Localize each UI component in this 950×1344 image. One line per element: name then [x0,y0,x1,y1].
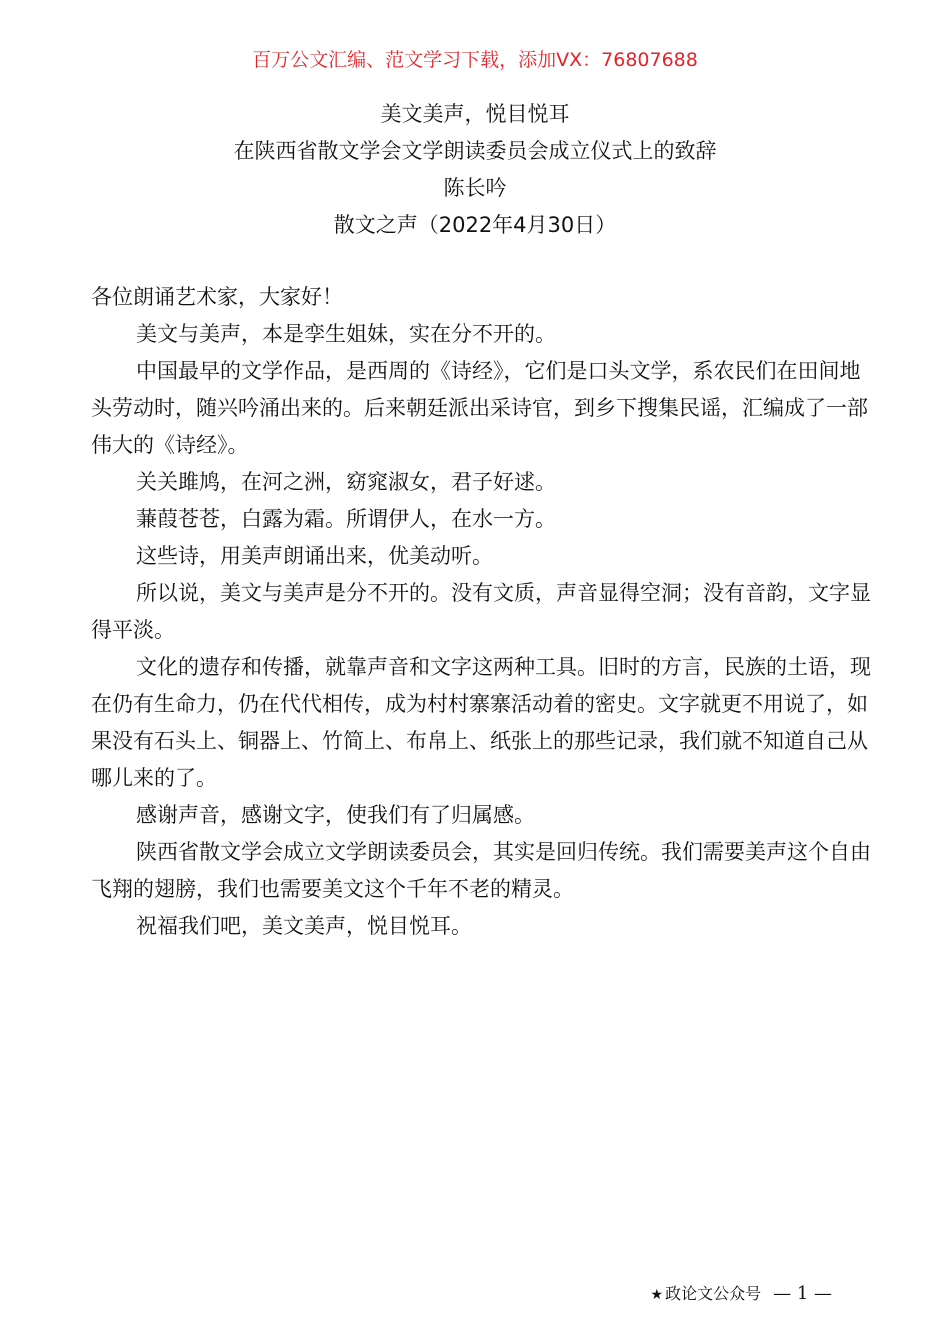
closing-paragraph: 祝福我们吧，美文美声，悦目悦耳。 [136,914,472,938]
document-title: 美文美声，悦目悦耳 [380,102,570,126]
page-footer [651,1282,832,1307]
footer-label: 政论文公众号 [665,1284,762,1303]
promo-banner: 百万公文汇编、范文学习下载，添加VX：76807688 [252,49,698,71]
document-subtitle: 在陕西省散文学会文学朗读委员会成立仪式上的致辞 [233,139,717,163]
document-body [91,279,871,945]
body-paragraph: 感谢声音，感谢文字，使我们有了归属感。 [136,803,535,827]
star-icon: ★ [650,1287,664,1303]
poem-line: 蒹葭苍苍，白露为霜。所谓伊人，在水一方。 [136,507,556,531]
document-header [0,96,950,244]
poem-line: 关关雎鸠，在河之洲，窈窕淑女，君子好逑。 [136,470,556,494]
body-paragraph: 这些诗，用美声朗诵出来，优美动听。 [136,544,493,568]
document-author: 陈长吟 [443,176,507,200]
body-paragraph: 所以说，美文与美声是分不开的。没有文质，声音显得空洞；没有音韵，文字显得平淡。 [91,581,871,642]
body-paragraph: 中国最早的文学作品，是西周的《诗经》，它们是口头文学，系农民们在田间地头劳动时，随兴吟涌出来的。后来朝廷派出采诗官，到乡下搜集民谣，汇编成了一部伟大的《诗经》。 [91,359,868,457]
greeting-paragraph: 各位朗诵艺术家，大家好！ [91,285,343,309]
document-source: 散文之声（2022年4月30日） [333,213,617,237]
body-paragraph: 美文与美声，本是孪生姐妹，实在分不开的。 [136,322,556,346]
body-paragraph: 陕西省散文学会成立文学朗读委员会，其实是回归传统。我们需要美声这个自由飞翔的翅膀，我们也需要美文这个千年不老的精灵。 [91,840,871,901]
page-number: — 1 — [773,1283,832,1304]
body-paragraph: 文化的遗存和传播，就靠声音和文字这两种工具。旧时的方言，民族的土语，现在仍有生命力，仍在代代相传，成为村村寨寨活动着的密史。文字就更不用说了，如果没有石头上、铜器上、竹简上、布帛上、纸张上的那些记录，我们就不知道自己从哪儿来的了。 [91,655,871,790]
